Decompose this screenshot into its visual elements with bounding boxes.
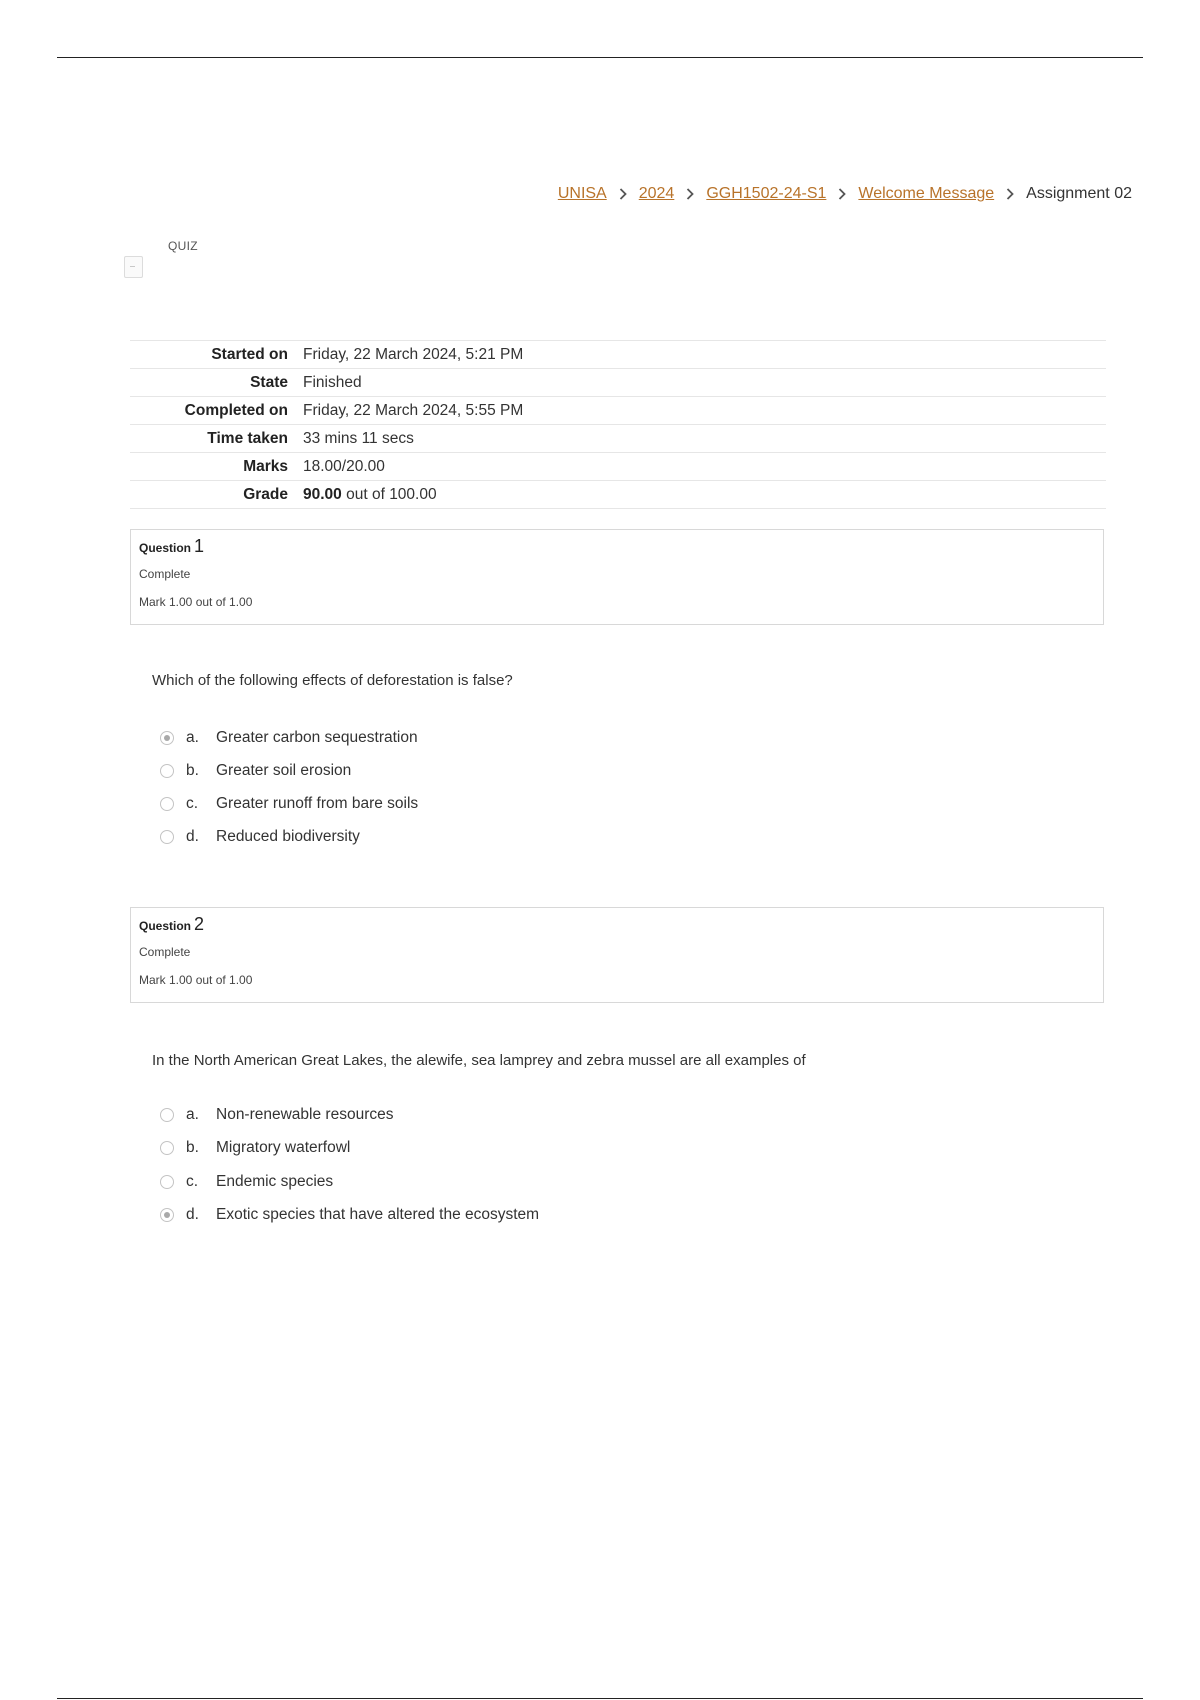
breadcrumb-section-link[interactable]: Welcome Message [858,185,995,202]
question-text: Which of the following effects of deforestation is false? [152,672,513,689]
answer-option[interactable] [160,729,418,747]
answer-letter: a. [186,729,199,746]
radio-button[interactable] [160,1108,174,1122]
radio-button[interactable] [160,1175,174,1189]
answer-option[interactable] [160,1139,350,1157]
answer-text: Non-renewable resources [216,1106,394,1123]
chevron-right-icon [682,188,698,200]
question-state: Complete [139,567,191,581]
answer-letter: c. [186,795,199,812]
breadcrumb-year-link[interactable]: 2024 [638,185,675,202]
answer-text: Greater soil erosion [216,762,352,779]
radio-button-selected[interactable] [160,1208,174,1222]
chevron-right-icon [1002,188,1018,200]
summary-row-started [130,341,1106,369]
summary-value: Friday, 22 March 2024, 5:55 PM [303,401,524,419]
answer-letter: d. [186,828,199,845]
answer-text: Greater carbon sequestration [216,729,418,746]
answer-letter: a. [186,1106,199,1123]
chevron-right-icon [834,188,850,200]
question-text: In the North American Great Lakes, the alewife, sea lamprey and zebra mussel are all examples of [152,1052,806,1069]
summary-value: Finished [303,373,362,391]
summary-value [303,481,1106,509]
quiz-activity-icon [124,256,143,278]
summary-row-state [130,369,1106,397]
question-number: Question 2 [139,914,205,934]
grade-total: out of 100.00 [341,485,437,503]
answer-text: Greater runoff from bare soils [216,795,419,812]
answer-option[interactable] [160,762,351,780]
summary-value: 33 mins 11 secs [303,429,414,447]
answer-letter: b. [186,1139,199,1156]
summary-value: Friday, 22 March 2024, 5:21 PM [303,345,524,363]
answer-option[interactable] [160,1106,393,1124]
breadcrumb-course-link[interactable]: GGH1502-24-S1 [706,185,827,202]
answer-letter: b. [186,762,199,779]
summary-row-time-taken [130,425,1106,453]
summary-label: Started on [211,345,288,363]
question-mark: Mark 1.00 out of 1.00 [139,595,253,609]
radio-button-selected[interactable] [160,731,174,745]
question-info-box [130,907,1104,1003]
top-divider [57,57,1143,58]
answer-letter: d. [186,1206,199,1223]
question-number: Question 1 [139,536,205,556]
answer-option[interactable] [160,1173,333,1191]
summary-label: Grade [243,485,288,503]
bottom-divider [57,1698,1143,1699]
question-state: Complete [139,945,191,959]
answer-text: Exotic species that have altered the ecosystem [216,1206,540,1223]
summary-value: 18.00/20.00 [303,457,385,475]
radio-button[interactable] [160,830,174,844]
summary-label: Time taken [207,429,288,447]
radio-button[interactable] [160,764,174,778]
summary-row-marks [130,453,1106,481]
summary-label: State [250,373,288,391]
summary-row-grade [130,481,1106,509]
activity-type-label: QUIZ [168,239,198,253]
chevron-right-icon [615,188,631,200]
breadcrumb [558,185,1132,203]
answer-option[interactable] [160,1206,539,1224]
answer-option[interactable] [160,795,418,813]
grade-score: 90.00 [303,485,342,503]
summary-label: Marks [243,457,288,475]
question-mark: Mark 1.00 out of 1.00 [139,973,253,987]
breadcrumb-current: Assignment 02 [1026,185,1132,202]
summary-row-completed [130,397,1106,425]
answer-option[interactable] [160,828,360,846]
answer-letter: c. [186,1173,199,1190]
attempt-summary-table [130,340,1106,509]
answer-text: Reduced biodiversity [216,828,360,845]
summary-label: Completed on [184,401,288,419]
radio-button[interactable] [160,1141,174,1155]
radio-button[interactable] [160,797,174,811]
question-info-box [130,529,1104,625]
breadcrumb-unisa-link[interactable]: UNISA [557,185,607,202]
answer-text: Endemic species [216,1173,334,1190]
answer-text: Migratory waterfowl [216,1139,351,1156]
